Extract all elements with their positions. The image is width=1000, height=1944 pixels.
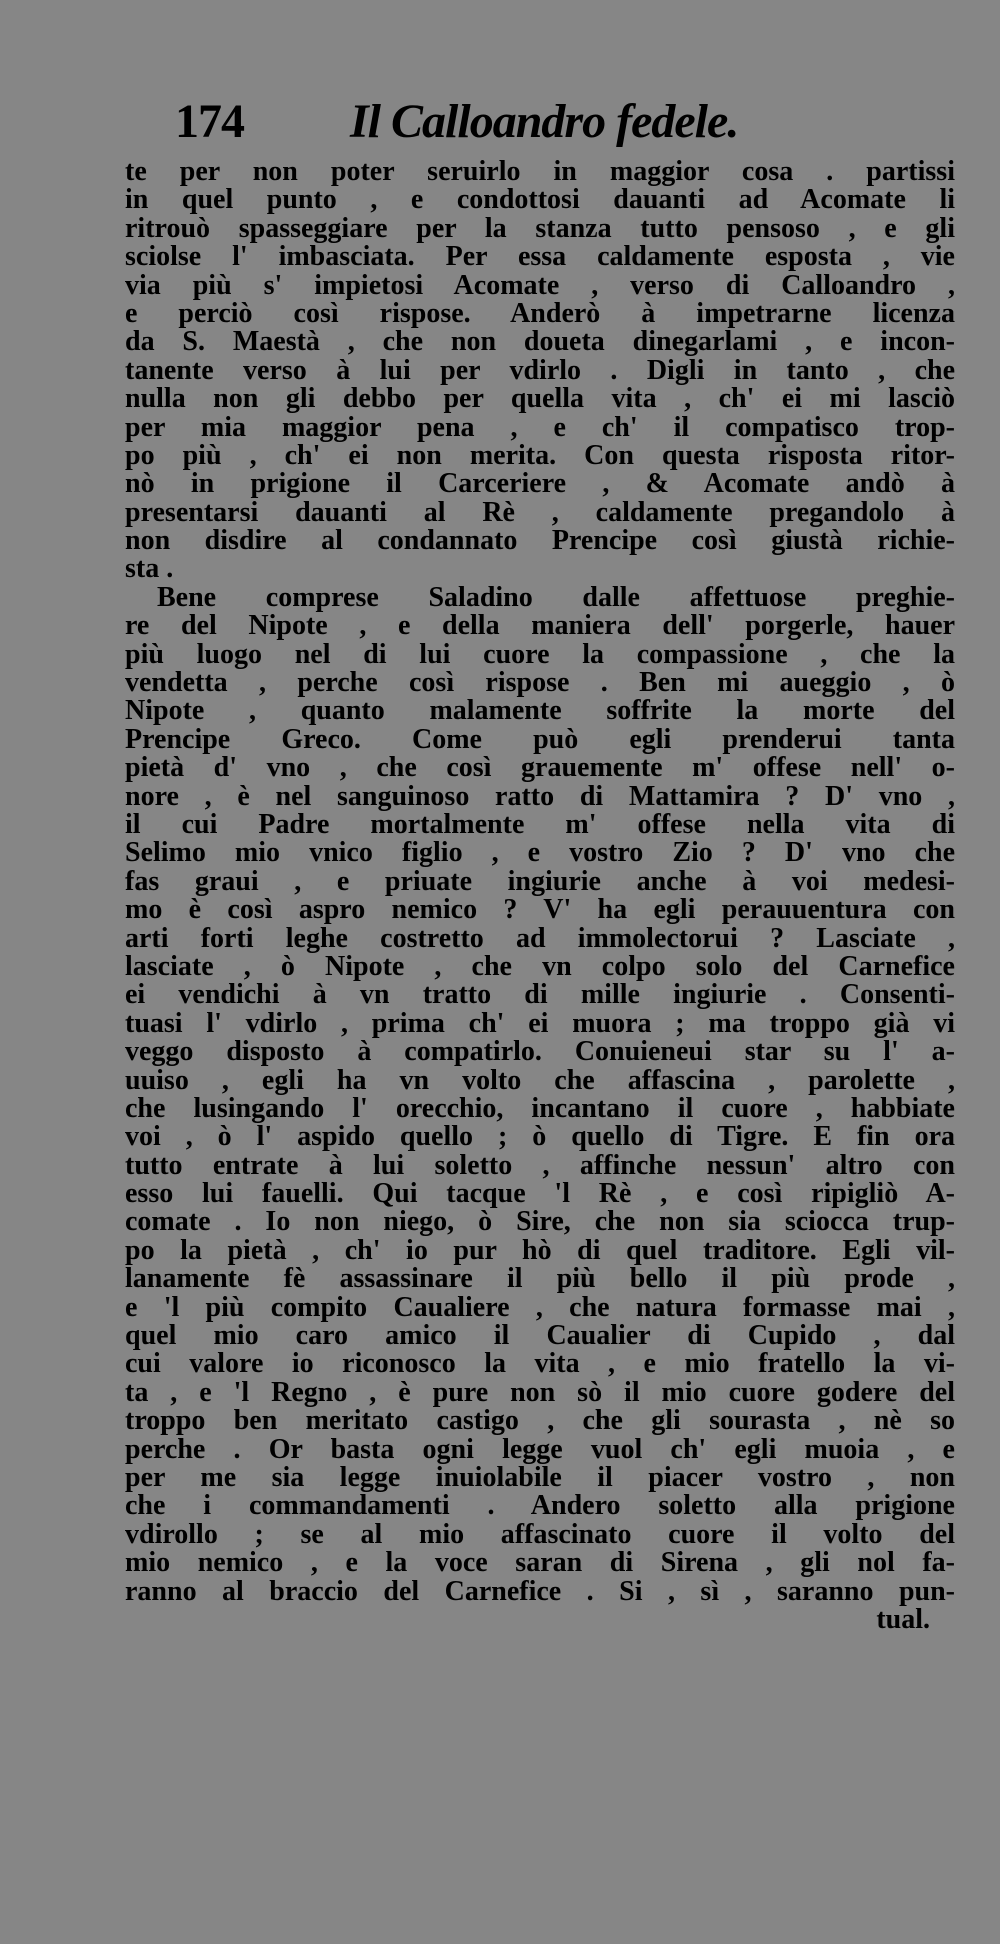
text-line: cui valore io riconosco la vita , e mio fratello la vi-: [125, 1350, 955, 1379]
text-line: lasciate , ò Nipote , che vn colpo solo del Carnefice: [125, 952, 955, 982]
text-line: ranno al braccio del Carnefice . Si , sì , saranno pun-: [125, 1577, 955, 1606]
text-line: comate . Io non niego, ò Sire, che non sia sciocca trup-: [125, 1208, 955, 1237]
text-line: vdirollo ; se al mio affascinato cuore il volto del: [125, 1520, 955, 1550]
text-line: ei vendichi à vn tratto di mille ingiurie . Consenti-: [125, 981, 955, 1010]
text-line: da S. Maestà , che non doueta dinegarlami , e incon-: [125, 328, 955, 357]
text-line: tanente verso à lui per vdirlo . Digli in tanto , che: [125, 356, 955, 386]
text-line: lanamente fè assassinare il più bello il più prode ,: [125, 1265, 955, 1294]
text-line: arti forti leghe costretto ad immolectorui ? Lasciate ,: [125, 924, 955, 953]
body-text: [125, 158, 955, 1634]
text-line: po più , ch' ei non merita. Con questa risposta ritor-: [125, 441, 955, 471]
text-line: e 'l più compito Caualiere , che natura formasse mai ,: [125, 1293, 955, 1323]
text-line: per mia maggior pena , e ch' il compatisco trop-: [125, 413, 955, 442]
text-line: via più s' impietosi Acomate , verso di Calloandro ,: [125, 271, 955, 300]
text-line: Nipote , quanto malamente soffrite la morte del: [125, 697, 955, 726]
text-line: non disdire al condannato Prencipe così giustà richie-: [125, 527, 955, 556]
text-line: ritrouò spasseggiare per la stanza tutto pensoso , e gli: [125, 214, 955, 244]
text-line: uuiso , egli ha vn volto che affascina , parolette ,: [125, 1066, 955, 1095]
text-line: perche . Or basta ogni legge vuol ch' egli muoia , e: [125, 1435, 955, 1464]
text-line: re del Nipote , e della maniera dell' porgerle, hauer: [125, 612, 955, 641]
text-line: Selimo mio vnico figlio , e vostro Zio ? D' vno che: [125, 839, 955, 868]
running-title: Il Calloandro fedele.: [350, 95, 739, 148]
text-line: te per non poter seruirlo in maggior cosa . partissi: [125, 158, 955, 187]
text-line: tuasi l' vdirlo , prima ch' ei muora ; ma troppo già vi: [125, 1009, 955, 1039]
text-line: che i commandamenti . Andero soletto alla prigione: [125, 1492, 955, 1521]
text-line: più luogo nel di lui cuore la compassione , che la: [125, 640, 955, 670]
text-line: sta .: [125, 555, 174, 584]
text-line: tutto entrate à lui soletto , affinche nessun' altro con: [125, 1151, 955, 1181]
text-line: troppo ben meritato castigo , che gli sourasta , nè so: [125, 1407, 955, 1436]
page-header: [175, 92, 935, 152]
text-line: nò in prigione il Carceriere , & Acomate andò à: [125, 470, 955, 499]
text-line: po la pietà , ch' io pur hò di quel traditore. Egli vil-: [125, 1236, 955, 1266]
text-line: Prencipe Greco. Come può egli prenderui tanta: [125, 725, 955, 755]
page-number: 174: [175, 95, 244, 148]
text-line: veggo disposto à compatirlo. Conuieneui star su l' a-: [125, 1038, 955, 1067]
text-line: voi , ò l' aspido quello ; ò quello di Tigre. E fin ora: [125, 1123, 955, 1152]
text-line: nulla non gli debbo per quella vita , ch' ei mi lasciò: [125, 385, 955, 414]
text-line: quel mio caro amico il Caualier di Cupido , dal: [125, 1322, 955, 1351]
text-line: esso lui fauelli. Qui tacque 'l Rè , e così ripigliò A-: [125, 1180, 955, 1209]
text-line: e perciò così rispose. Anderò à impetrarne licenza: [125, 299, 955, 329]
text-line: pietà d' vno , che così grauemente m' offese nell' o-: [125, 754, 955, 783]
text-line: mo è così aspro nemico ? V' ha egli perauuentura con: [125, 896, 955, 925]
text-line: ta , e 'l Regno , è pure non sò il mio cuore godere del: [125, 1378, 955, 1408]
text-line: che lusingando l' orecchio, incantano il cuore , habbiate: [125, 1094, 955, 1124]
text-line: fas graui , e priuate ingiurie anche à voi medesi-: [125, 867, 955, 897]
text-line: sciolse l' imbasciata. Per essa caldamente esposta , vie: [125, 243, 955, 272]
text-line: per me sia legge inuiolabile il piacer vostro , non: [125, 1463, 955, 1493]
text-line: Bene comprese Saladino dalle affettuose preghie-: [157, 583, 955, 613]
text-line: tual.: [876, 1605, 930, 1635]
text-line: in quel punto , e condottosi dauanti ad Acomate li: [125, 186, 955, 215]
text-line: mio nemico , e la voce saran di Sirena , gli nol fa-: [125, 1549, 955, 1578]
text-line: nore , è nel sanguinoso ratto di Mattamira ? D' vno ,: [125, 782, 955, 811]
text-line: presentarsi dauanti al Rè , caldamente pregandolo à: [125, 498, 955, 528]
text-line: il cui Padre mortalmente m' offese nella vita di: [125, 810, 955, 840]
text-line: vendetta , perche così rispose . Ben mi aueggio , ò: [125, 669, 955, 698]
